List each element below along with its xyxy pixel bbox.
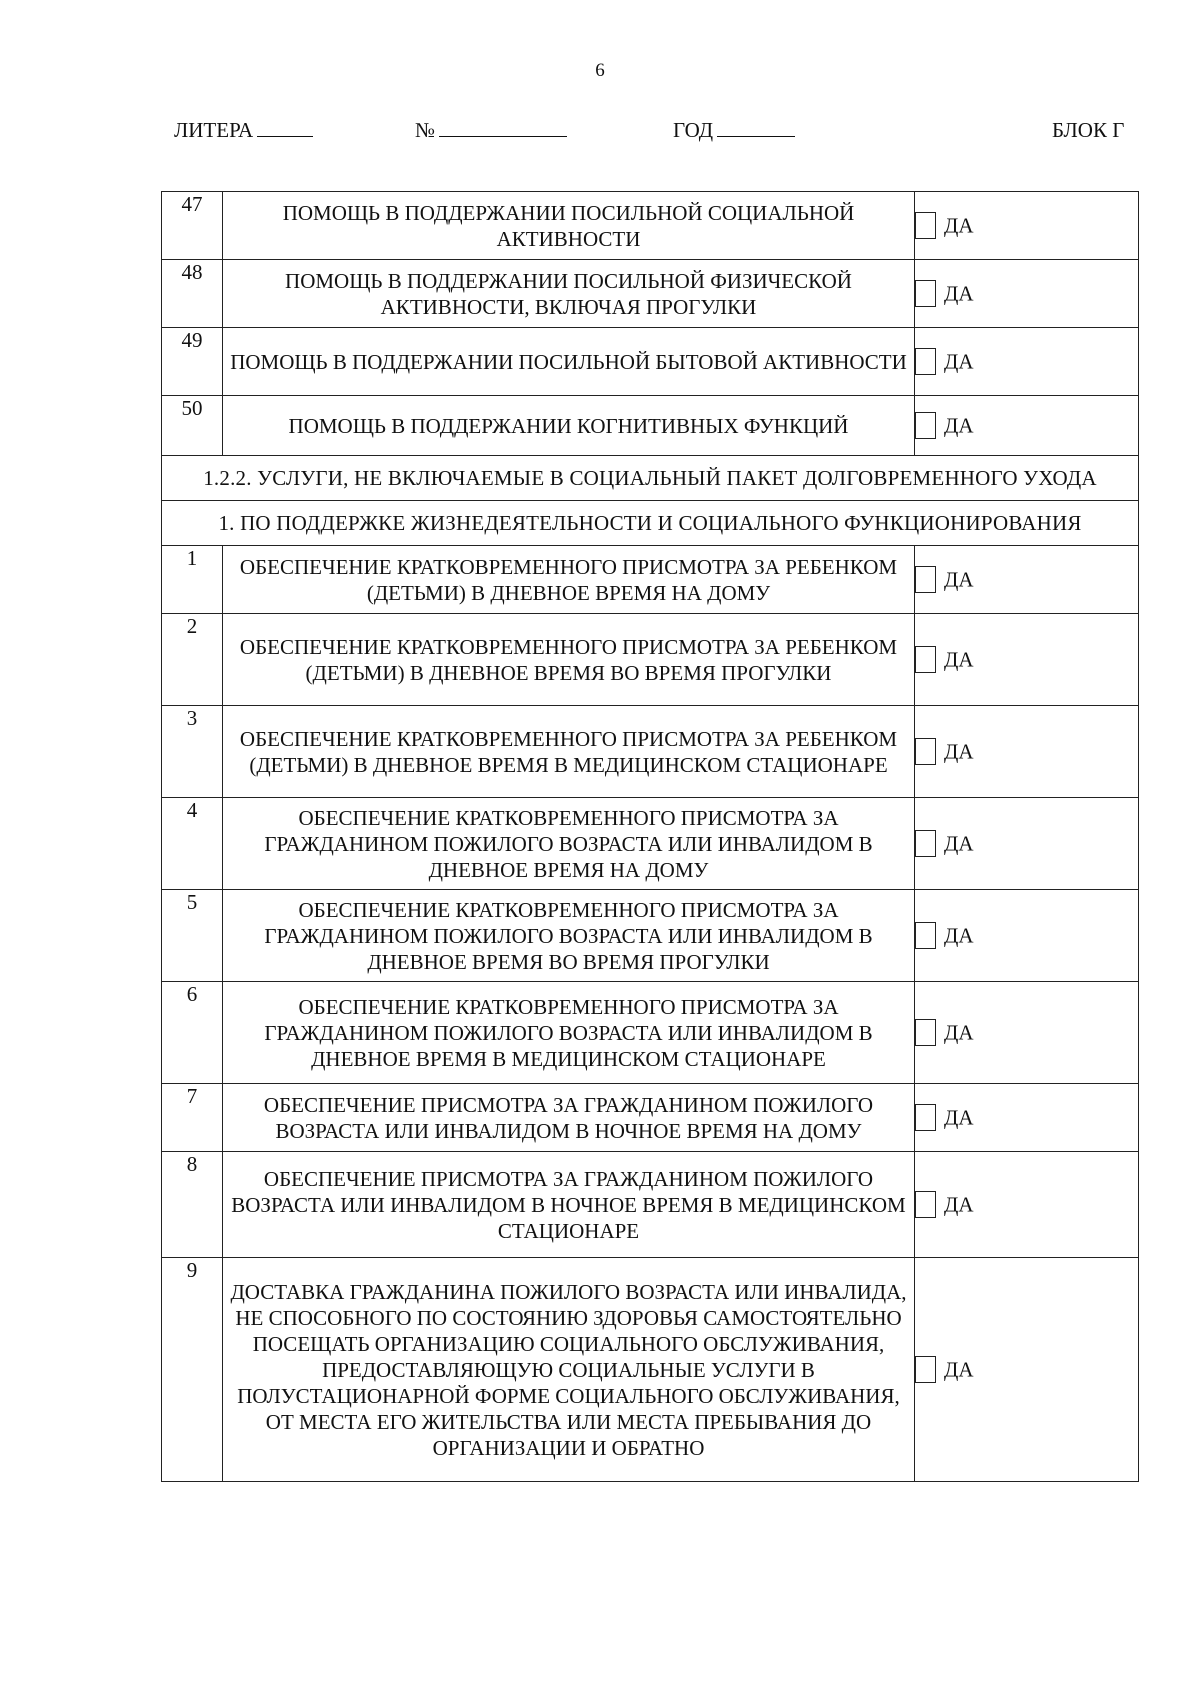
yes-checkbox[interactable] (915, 280, 936, 307)
year-field (673, 118, 795, 143)
yes-checkbox[interactable] (915, 1104, 936, 1131)
yes-checkbox[interactable] (915, 348, 936, 375)
table-row (162, 1152, 1139, 1258)
yes-option (915, 890, 1139, 982)
service-description: ПОМОЩЬ В ПОДДЕРЖАНИИ ПОСИЛЬНОЙ БЫТОВОЙ АКТИВНОСТИ (223, 328, 915, 396)
row-number: 6 (162, 982, 223, 1084)
yes-label: ДА (944, 1105, 974, 1130)
row-number: 1 (162, 546, 223, 614)
table-row (162, 1084, 1139, 1152)
row-number: 48 (162, 260, 223, 328)
yes-checkbox[interactable] (915, 1191, 936, 1218)
row-number: 8 (162, 1152, 223, 1258)
row-number: 5 (162, 890, 223, 982)
yes-option (915, 546, 1139, 614)
block-label: БЛОК Г (1052, 118, 1125, 142)
row-number: 2 (162, 614, 223, 706)
yes-checkbox[interactable] (915, 1356, 936, 1383)
row-number: 3 (162, 706, 223, 798)
litera-label: ЛИТЕРА (174, 118, 254, 142)
yes-option (915, 396, 1139, 456)
table-row (162, 260, 1139, 328)
yes-option (915, 798, 1139, 890)
service-description: ОБЕСПЕЧЕНИЕ КРАТКОВРЕМЕННОГО ПРИСМОТРА ЗА ГРАЖДАНИНОМ ПОЖИЛОГО ВОЗРАСТА ИЛИ ИНВАЛИДОМ В ДНЕВНОЕ ВРЕМЯ В МЕДИЦИНСКОМ СТАЦИОНАРЕ (223, 982, 915, 1084)
yes-label: ДА (944, 349, 974, 374)
part1-body (162, 192, 1139, 456)
yes-label: ДА (944, 1357, 974, 1382)
yes-option (915, 1258, 1139, 1482)
table-row (162, 798, 1139, 890)
yes-checkbox[interactable] (915, 566, 936, 593)
yes-label: ДА (944, 831, 974, 856)
table-row (162, 614, 1139, 706)
yes-option (915, 1152, 1139, 1258)
service-description: ОБЕСПЕЧЕНИЕ КРАТКОВРЕМЕННОГО ПРИСМОТРА ЗА РЕБЕНКОМ (ДЕТЬМИ) В ДНЕВНОЕ ВРЕМЯ НА ДОМУ (223, 546, 915, 614)
yes-label: ДА (944, 567, 974, 592)
service-description: ОБЕСПЕЧЕНИЕ КРАТКОВРЕМЕННОГО ПРИСМОТРА ЗА ГРАЖДАНИНОМ ПОЖИЛОГО ВОЗРАСТА ИЛИ ИНВАЛИДОМ В ДНЕВНОЕ ВРЕМЯ НА ДОМУ (223, 798, 915, 890)
year-blank[interactable] (717, 118, 795, 137)
table-row (162, 1258, 1139, 1482)
litera-blank[interactable] (257, 118, 313, 137)
table-row (162, 192, 1139, 260)
service-description: ПОМОЩЬ В ПОДДЕРЖАНИИ КОГНИТИВНЫХ ФУНКЦИЙ (223, 396, 915, 456)
row-number: 49 (162, 328, 223, 396)
service-description: ПОМОЩЬ В ПОДДЕРЖАНИИ ПОСИЛЬНОЙ ФИЗИЧЕСКОЙ АКТИВНОСТИ, ВКЛЮЧАЯ ПРОГУЛКИ (223, 260, 915, 328)
yes-checkbox[interactable] (915, 1019, 936, 1046)
yes-option (915, 614, 1139, 706)
yes-label: ДА (944, 281, 974, 306)
number-blank[interactable] (439, 118, 567, 137)
service-description: ПОМОЩЬ В ПОДДЕРЖАНИИ ПОСИЛЬНОЙ СОЦИАЛЬНОЙ АКТИВНОСТИ (223, 192, 915, 260)
yes-checkbox[interactable] (915, 922, 936, 949)
service-description: ОБЕСПЕЧЕНИЕ ПРИСМОТРА ЗА ГРАЖДАНИНОМ ПОЖИЛОГО ВОЗРАСТА ИЛИ ИНВАЛИДОМ В НОЧНОЕ ВРЕМЯ НА ДОМУ (223, 1084, 915, 1152)
yes-label: ДА (944, 1192, 974, 1217)
page-number: 6 (595, 60, 605, 81)
yes-option (915, 260, 1139, 328)
yes-label: ДА (944, 413, 974, 438)
yes-option (915, 706, 1139, 798)
subsection-heading: 1. ПО ПОДДЕРЖКЕ ЖИЗНЕДЕЯТЕЛЬНОСТИ И СОЦИАЛЬНОГО ФУНКЦИОНИРОВАНИЯ (162, 501, 1139, 546)
row-number: 47 (162, 192, 223, 260)
table-row (162, 546, 1139, 614)
service-description: ОБЕСПЕЧЕНИЕ ПРИСМОТРА ЗА ГРАЖДАНИНОМ ПОЖИЛОГО ВОЗРАСТА ИЛИ ИНВАЛИДОМ В НОЧНОЕ ВРЕМЯ В МЕДИЦИНСКОМ СТАЦИОНАРЕ (223, 1152, 915, 1258)
yes-checkbox[interactable] (915, 830, 936, 857)
yes-option (915, 1084, 1139, 1152)
table-row (162, 706, 1139, 798)
yes-label: ДА (944, 1020, 974, 1045)
yes-option (915, 192, 1139, 260)
section-heading: 1.2.2. УСЛУГИ, НЕ ВКЛЮЧАЕМЫЕ В СОЦИАЛЬНЫЙ ПАКЕТ ДОЛГОВРЕМЕННОГО УХОДА (162, 456, 1139, 501)
section-heading-row (162, 456, 1139, 501)
yes-checkbox[interactable] (915, 646, 936, 673)
row-number: 7 (162, 1084, 223, 1152)
table-row (162, 890, 1139, 982)
row-number: 4 (162, 798, 223, 890)
litera-field (174, 118, 313, 143)
yes-checkbox[interactable] (915, 212, 936, 239)
row-number: 9 (162, 1258, 223, 1482)
yes-checkbox[interactable] (915, 738, 936, 765)
subsection-heading-row (162, 501, 1139, 546)
part2-body (162, 546, 1139, 1482)
service-description: ОБЕСПЕЧЕНИЕ КРАТКОВРЕМЕННОГО ПРИСМОТРА ЗА ГРАЖДАНИНОМ ПОЖИЛОГО ВОЗРАСТА ИЛИ ИНВАЛИДОМ В ДНЕВНОЕ ВРЕМЯ ВО ВРЕМЯ ПРОГУЛКИ (223, 890, 915, 982)
table-row (162, 396, 1139, 456)
yes-option (915, 982, 1139, 1084)
service-description: ОБЕСПЕЧЕНИЕ КРАТКОВРЕМЕННОГО ПРИСМОТРА ЗА РЕБЕНКОМ (ДЕТЬМИ) В ДНЕВНОЕ ВРЕМЯ В МЕДИЦИНСКОМ СТАЦИОНАРЕ (223, 706, 915, 798)
yes-option (915, 328, 1139, 396)
table-row (162, 982, 1139, 1084)
service-description: ОБЕСПЕЧЕНИЕ КРАТКОВРЕМЕННОГО ПРИСМОТРА ЗА РЕБЕНКОМ (ДЕТЬМИ) В ДНЕВНОЕ ВРЕМЯ ВО ВРЕМЯ ПРОГУЛКИ (223, 614, 915, 706)
yes-label: ДА (944, 923, 974, 948)
year-label: ГОД (673, 118, 714, 142)
row-number: 50 (162, 396, 223, 456)
number-label: № (415, 118, 436, 142)
yes-checkbox[interactable] (915, 412, 936, 439)
table-row (162, 328, 1139, 396)
yes-label: ДА (944, 213, 974, 238)
services-table (161, 191, 1139, 1482)
number-field (415, 118, 567, 143)
yes-label: ДА (944, 647, 974, 672)
yes-label: ДА (944, 739, 974, 764)
service-description: ДОСТАВКА ГРАЖДАНИНА ПОЖИЛОГО ВОЗРАСТА ИЛИ ИНВАЛИДА, НЕ СПОСОБНОГО ПО СОСТОЯНИЮ ЗДОРОВЬЯ САМОСТОЯТЕЛЬНО ПОСЕЩАТЬ ОРГАНИЗАЦИЮ СОЦИАЛЬНОГО ОБСЛУЖИВАНИЯ, ПРЕДОСТАВЛЯЮЩУЮ СОЦИАЛЬНЫЕ УСЛУГИ В ПОЛУСТАЦИОНАРНОЙ ФОРМЕ СОЦИАЛЬНОГО ОБСЛУЖИВАНИЯ, ОТ МЕСТА ЕГО ЖИТЕЛЬСТВА ИЛИ МЕСТА ПРЕБЫВАНИЯ ДО ОРГАНИЗАЦИИ И ОБРАТНО (223, 1258, 915, 1482)
